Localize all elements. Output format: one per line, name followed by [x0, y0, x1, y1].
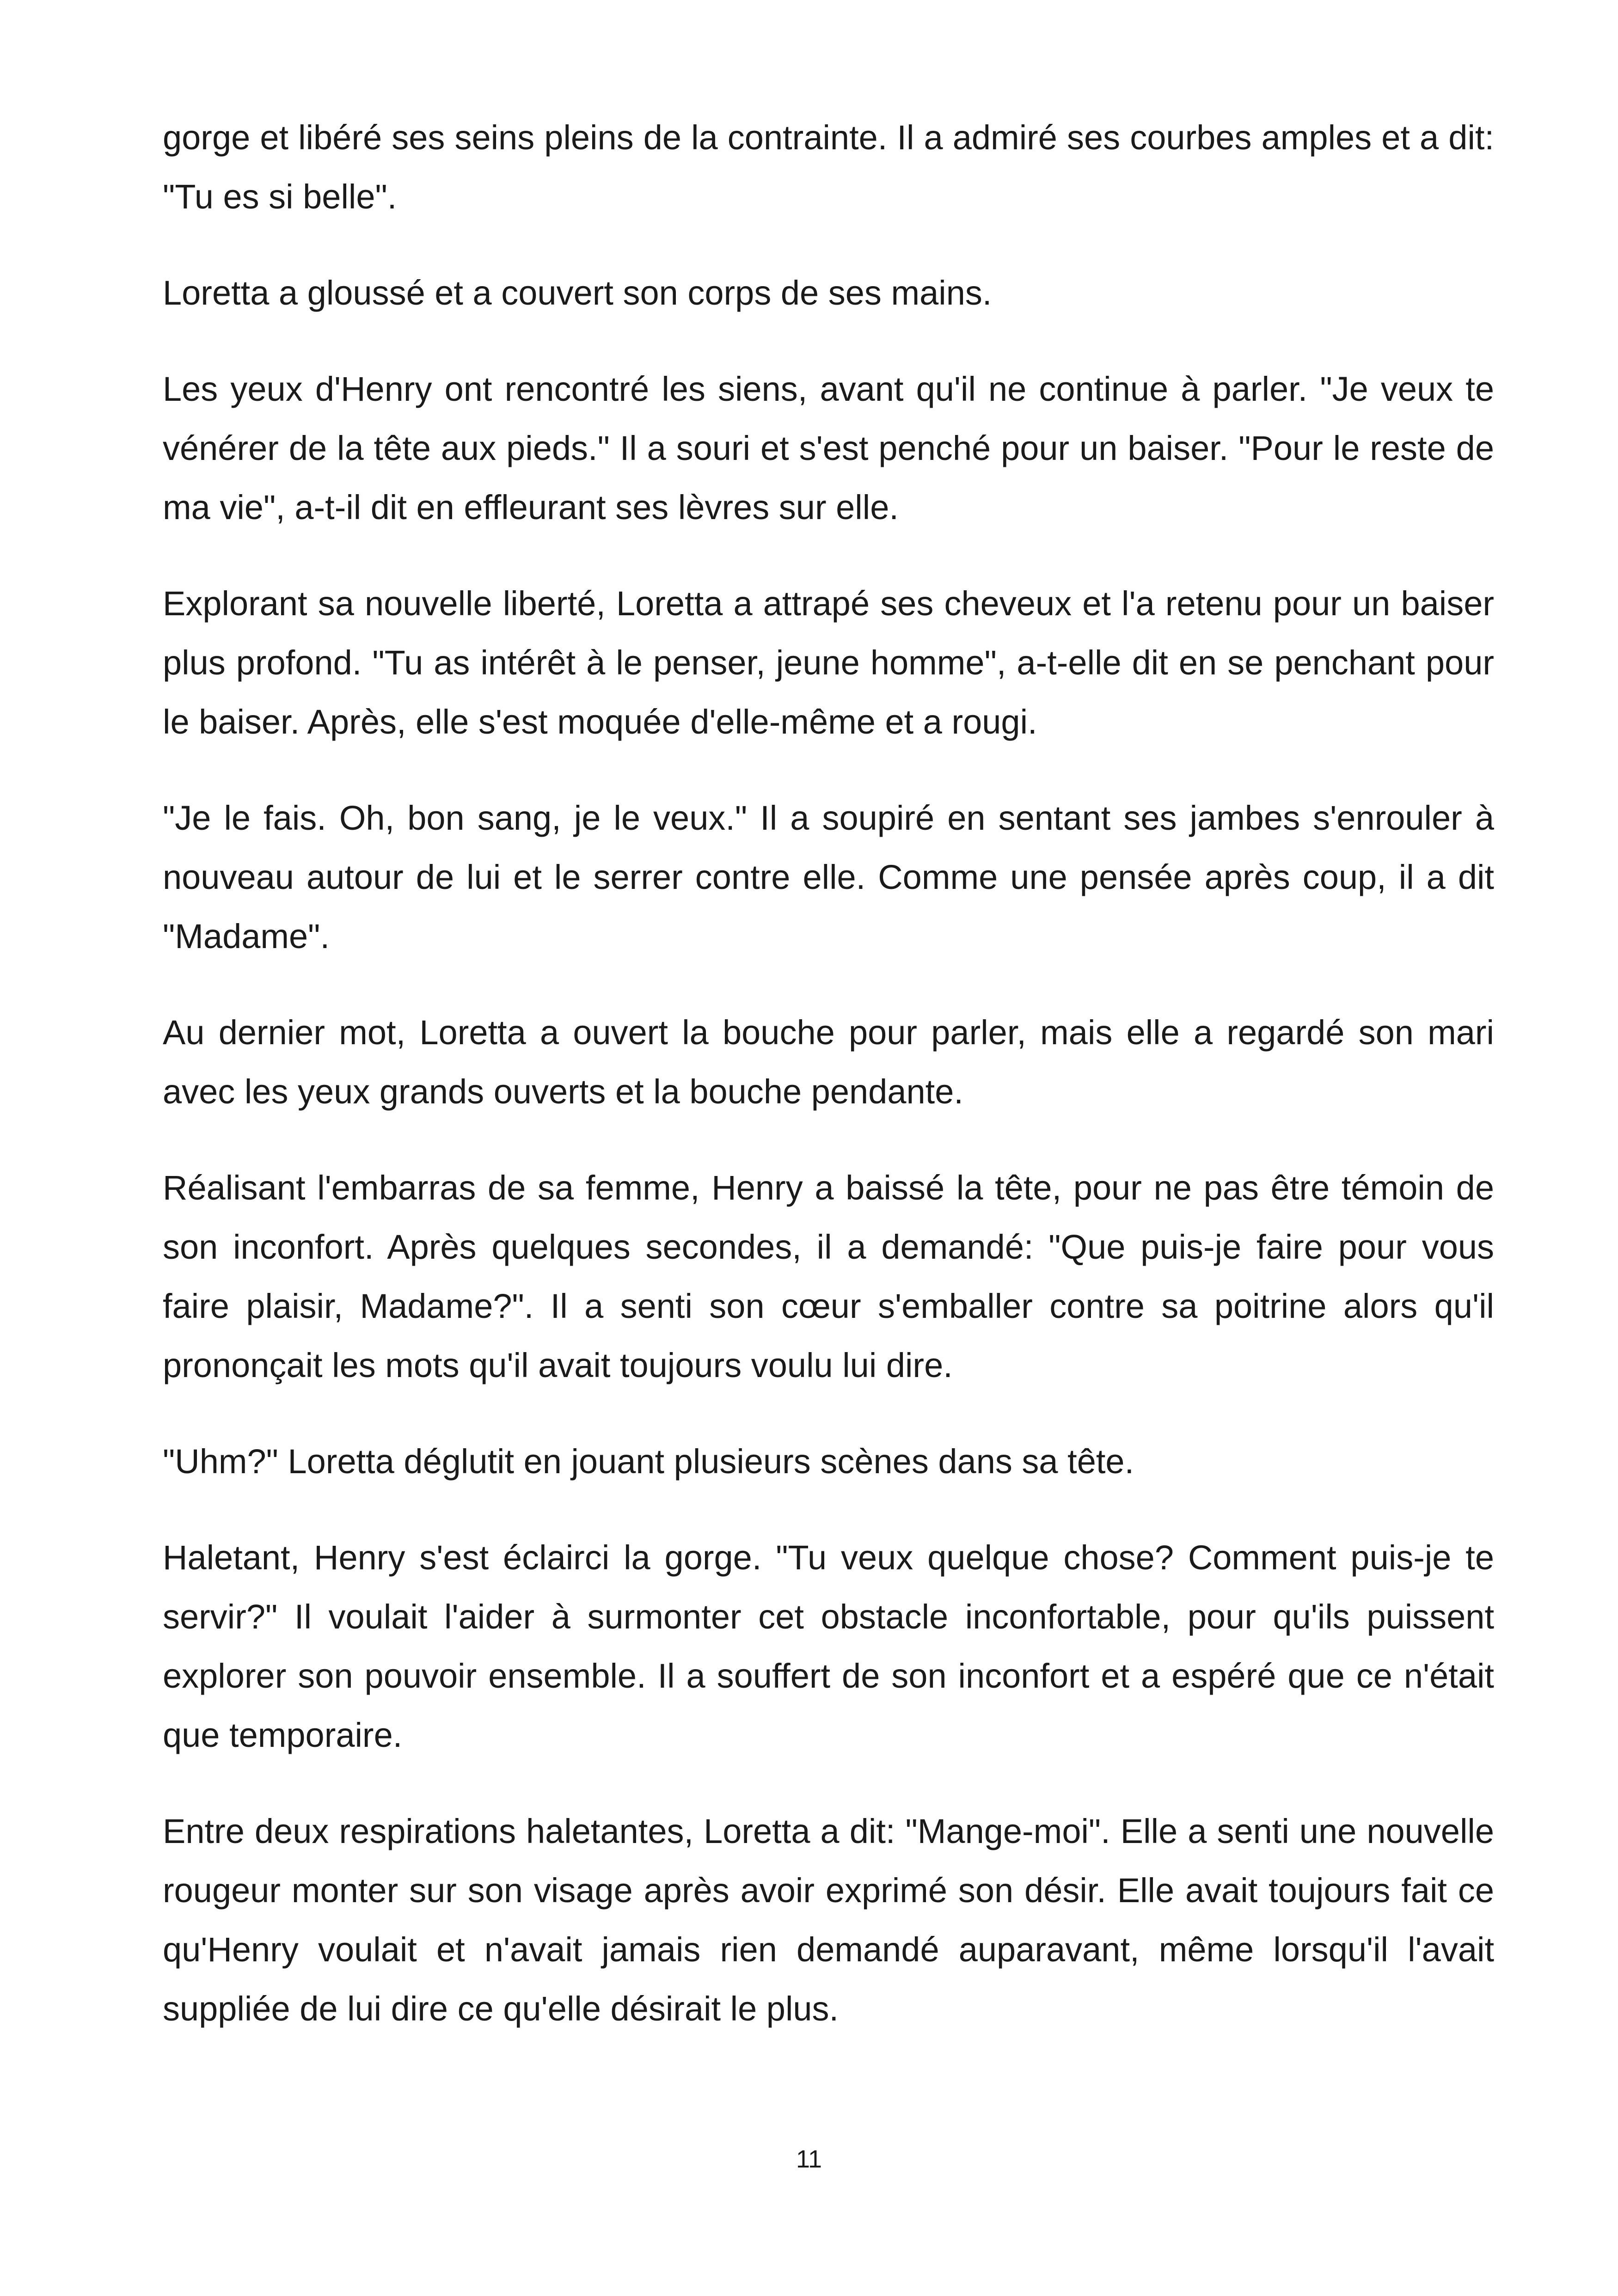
- page-number: 11: [796, 2145, 822, 2173]
- paragraph-4: Explorant sa nouvelle liberté, Loretta a attrapé ses cheveux et l'a retenu pour un baiser plus profond. "Tu as intérêt à le penser, jeune homme", a-t-elle dit en se penchant pour le baiser. Après, elle s'est moquée d'elle-même et a rougi.: [163, 584, 1494, 741]
- paragraph-9: Haletant, Henry s'est éclairci la gorge. "Tu veux quelque chose? Comment puis-je te servir?" Il voulait l'aider à surmonter cet obstacle inconfortable, pour qu'ils puissent explorer son pouvoir ensemble. Il a souffert de son inconfort et a espéré que ce n'était que temporaire.: [163, 1538, 1494, 1754]
- paragraph-1: gorge et libéré ses seins pleins de la contrainte. Il a admiré ses courbes amples et a dit: "Tu es si belle".: [163, 118, 1494, 216]
- paragraph-8: "Uhm?" Loretta déglutit en jouant plusieurs scènes dans sa tête.: [163, 1442, 1134, 1481]
- paragraph-6: Au dernier mot, Loretta a ouvert la bouche pour parler, mais elle a regardé son mari avec les yeux grands ouverts et la bouche pendante.: [163, 1013, 1494, 1111]
- paragraph-7: Réalisant l'embarras de sa femme, Henry a baissé la tête, pour ne pas être témoin de son inconfort. Après quelques secondes, il a demandé: "Que puis-je faire pour vous faire plaisir, Madame?". Il a senti son cœur s'emballer contre sa poitrine alors qu'il prononçait les mots qu'il avait toujours voulu lui dire.: [163, 1169, 1494, 1384]
- page-body: [163, 108, 1494, 2076]
- paragraph-10: Entre deux respirations haletantes, Loretta a dit: "Mange-moi". Elle a senti une nouvelle rougeur monter sur son visage après avoir exprimé son désir. Elle avait toujours fait ce qu'Henry voulait et n'avait jamais rien demandé auparavant, même lorsqu'il l'avait suppliée de lui dire ce qu'elle désirait le plus.: [163, 1812, 1494, 2028]
- paragraph-3: Les yeux d'Henry ont rencontré les siens, avant qu'il ne continue à parler. "Je veux te vénérer de la tête aux pieds." Il a souri et s'est penché pour un baiser. "Pour le reste de ma vie", a-t-il dit en effleurant ses lèvres sur elle.: [163, 370, 1494, 527]
- paragraph-5: "Je le fais. Oh, bon sang, je le veux." Il a soupiré en sentant ses jambes s'enrouler à nouveau autour de lui et le serrer contre elle. Comme une pensée après coup, il a dit "Madame".: [163, 799, 1494, 955]
- paragraph-2: Loretta a gloussé et a couvert son corps de ses mains.: [163, 274, 992, 312]
